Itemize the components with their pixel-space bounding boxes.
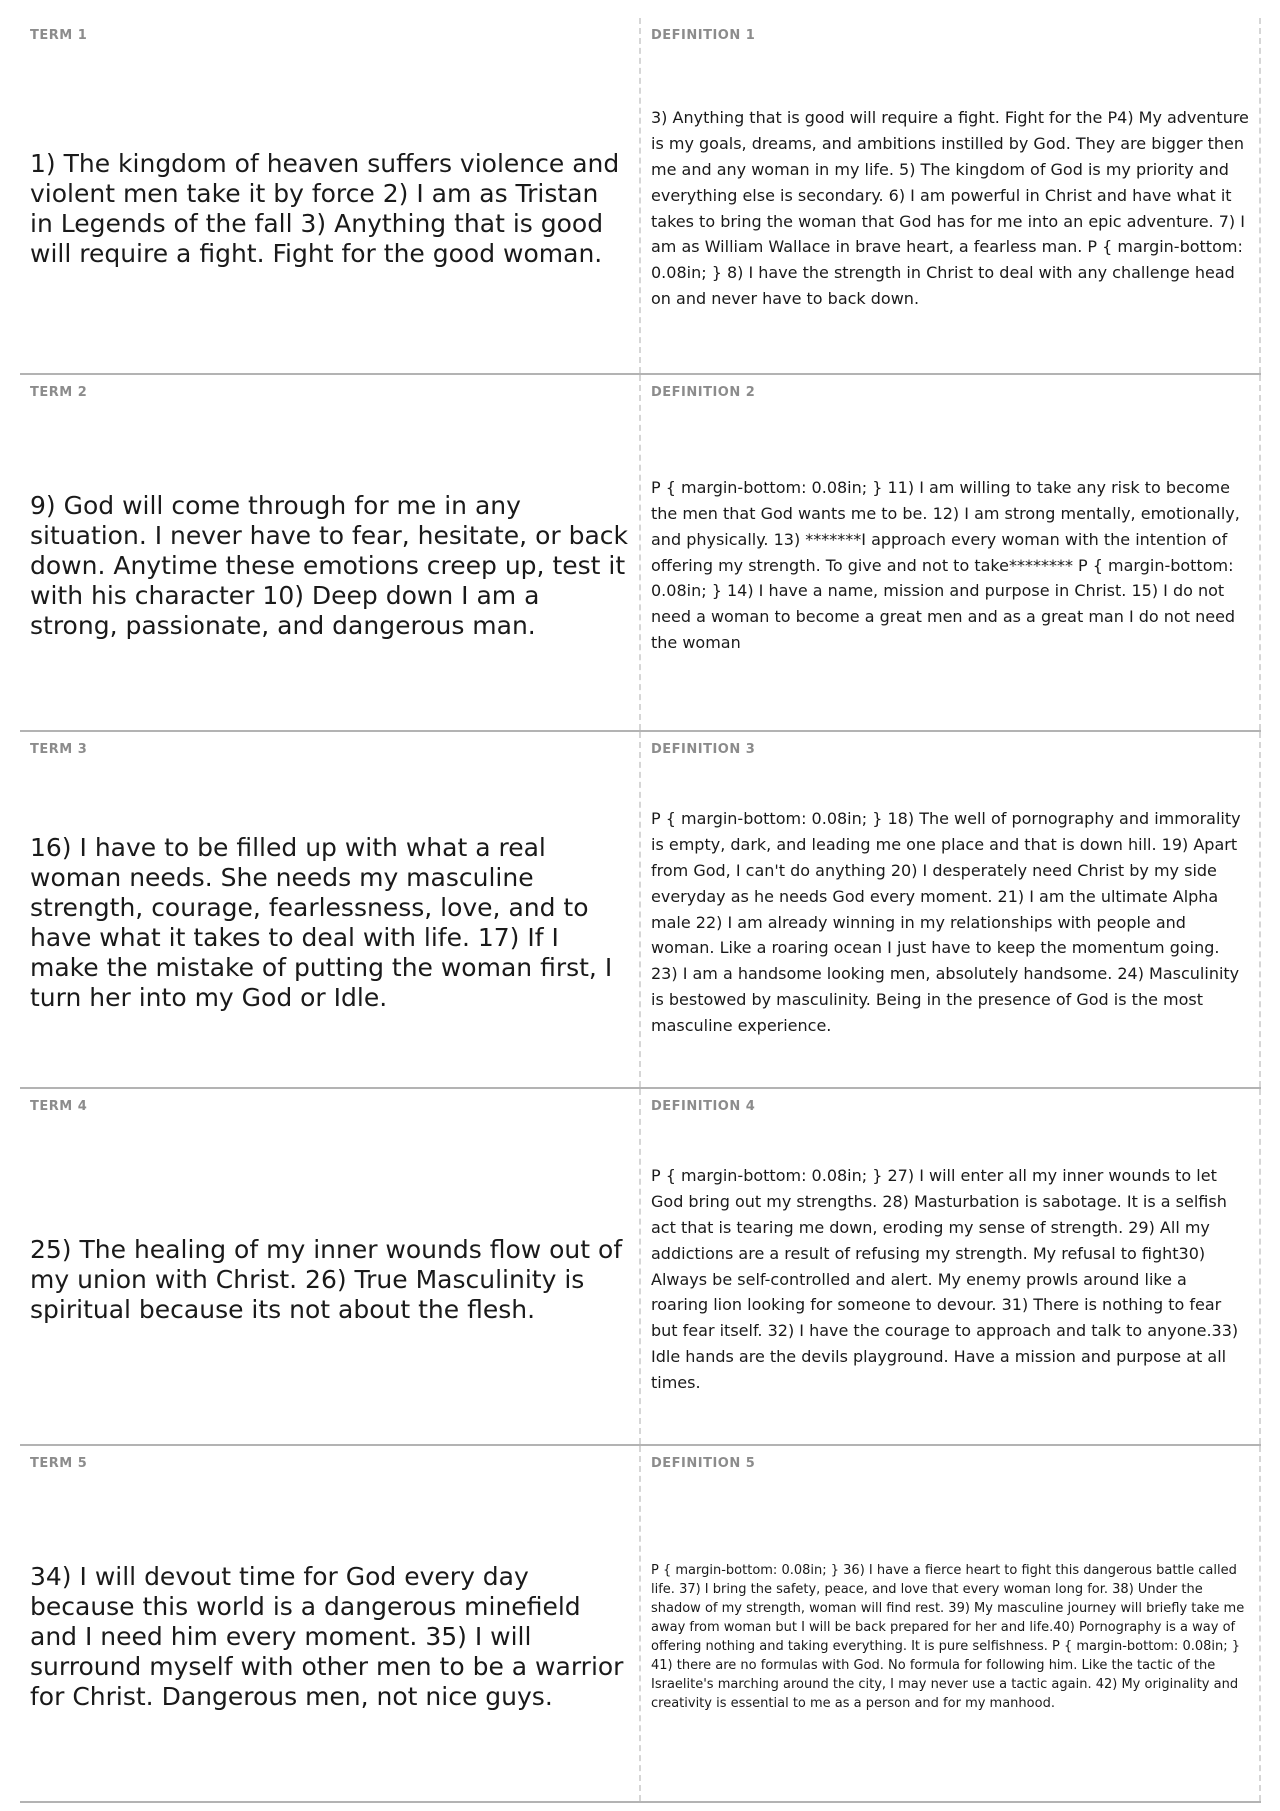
term-content bbox=[30, 52, 629, 365]
definition-content bbox=[651, 1480, 1249, 1793]
term-cell bbox=[20, 375, 639, 730]
term-content bbox=[30, 409, 629, 722]
term-label: TERM 4 bbox=[30, 1099, 88, 1114]
definition-text: P { margin-bottom: 0.08in; } 36) I have a fierce heart to fight this dangerous battle called life. 37) I bring the safety, peace, and love that every woman long for. 38) Under the shadow of my strength, woman will find rest. 39) My masculine journey will briefly take me away from woman but I will be back prepared for her and life.40) Pornography is a way of offering nothing and taking everything. It is pure selfishness. P { margin-bottom: 0.08in; } 41) there are no formulas with God. No formula for following him. Like the tactic of the Israelite's marching around the city, I may never use a tactic again. 42) My originality and creativity is essential to me as a person and for my manhood. bbox=[651, 1562, 1245, 1711]
term-label: TERM 3 bbox=[30, 742, 88, 757]
definition-label: DEFINITION 1 bbox=[651, 28, 756, 43]
flashcard-sheet bbox=[20, 18, 1261, 1803]
definition-text: P { margin-bottom: 0.08in; } 11) I am willing to take any risk to become the men that God wants me to be. 12) I am strong mentally, emotionally, and physically. 13) *******I approach every woman with the intention of offering my strength. To give and not to take******** P { margin-bottom: 0.08in; } 14) I have a name, mission and purpose in Christ. 15) I do not need a woman to become a great men and as a great man I do not need the woman bbox=[651, 478, 1240, 652]
definition-text: P { margin-bottom: 0.08in; } 27) I will enter all my inner wounds to let God bring out my strengths. 28) Masturbation is sabotage. It is a selfish act that is tearing me down, eroding my sense of strength. 29) All my addictions are a result of refusing my strength. My refusal to fight30) Always be self-controlled and alert. My enemy prowls around like a roaring lion looking for someone to devour. 31) There is nothing to fear but fear itself. 32) I have the courage to approach and talk to anyone.33) Idle hands are the devils playground. Have a mission and purpose at all times. bbox=[651, 1166, 1239, 1392]
term-text: 9) God will come through for me in any situation. I never have to fear, hesitate, or back down. Anytime these emotions creep up, test it with his character 10) Deep down I am a strong, passionate, and dangerous man. bbox=[30, 490, 628, 640]
definition-text: 3) Anything that is good will require a fight. Fight for the P4) My adventure is my goals, dreams, and ambitions instilled by God. They are bigger then me and any woman in my life. 5) The kingdom of God is my priority and everything else is secondary. 6) I am powerful in Christ and have what it takes to bring the woman that God has for me into an epic adventure. 7) I am as William Wallace in brave heart, a fearless man. P { margin-bottom: 0.08in; } 8) I have the strength in Christ to deal with any challenge head on and never have to back down. bbox=[651, 108, 1249, 308]
definition-content bbox=[651, 409, 1249, 722]
definition-text: P { margin-bottom: 0.08in; } 18) The well of pornography and immorality is empty, dark, and leading me one place and that is down hill. 19) Apart from God, I can't do anything 20) I desperately need Christ by my side everyday as he needs God every moment. 21) I am the ultimate Alpha male 22) I am already winning in my relationships with people and woman. Like a roaring ocean I just have to keep the momentum going. 23) I am a handsome looking men, absolutely handsome. 24) Masculinity is bestowed by masculinity. Being in the presence of God is the most masculine experience. bbox=[651, 809, 1241, 1035]
definition-cell bbox=[639, 18, 1261, 373]
term-label: TERM 5 bbox=[30, 1456, 88, 1471]
card-row-5 bbox=[20, 1446, 1261, 1803]
term-cell bbox=[20, 18, 639, 373]
term-content bbox=[30, 1123, 629, 1436]
definition-cell bbox=[639, 1446, 1261, 1801]
definition-label: DEFINITION 5 bbox=[651, 1456, 756, 1471]
card-row-3 bbox=[20, 732, 1261, 1089]
definition-content bbox=[651, 1123, 1249, 1436]
card-row-1 bbox=[20, 18, 1261, 375]
term-label: TERM 2 bbox=[30, 385, 88, 400]
definition-label: DEFINITION 4 bbox=[651, 1099, 756, 1114]
term-label: TERM 1 bbox=[30, 28, 88, 43]
definition-cell bbox=[639, 375, 1261, 730]
term-cell bbox=[20, 1446, 639, 1801]
term-text: 1) The kingdom of heaven suffers violence and violent men take it by force 2) I am as Tristan in Legends of the fall 3) Anything that is good will require a fight. Fight for the good woman. bbox=[30, 148, 620, 268]
term-content bbox=[30, 766, 629, 1079]
term-content bbox=[30, 1480, 629, 1793]
term-text: 16) I have to be filled up with what a real woman needs. She needs my masculine strength, courage, fearlessness, love, and to have what it takes to deal with life. 17) If I make the mistake of putting the woman first, I turn her into my God or Idle. bbox=[30, 832, 613, 1012]
definition-label: DEFINITION 2 bbox=[651, 385, 756, 400]
term-text: 34) I will devout time for God every day because this world is a dangerous minefield and I need him every moment. 35) I will surround myself with other men to be a warrior for Christ. Dangerous men, not nice guys. bbox=[30, 1561, 624, 1711]
term-cell bbox=[20, 732, 639, 1087]
card-row-4 bbox=[20, 1089, 1261, 1446]
definition-label: DEFINITION 3 bbox=[651, 742, 756, 757]
term-cell bbox=[20, 1089, 639, 1444]
definition-cell bbox=[639, 1089, 1261, 1444]
definition-content bbox=[651, 52, 1249, 365]
definition-content bbox=[651, 766, 1249, 1079]
definition-cell bbox=[639, 732, 1261, 1087]
card-row-2 bbox=[20, 375, 1261, 732]
term-text: 25) The healing of my inner wounds flow out of my union with Christ. 26) True Masculinity is spiritual because its not about the flesh. bbox=[30, 1234, 623, 1324]
